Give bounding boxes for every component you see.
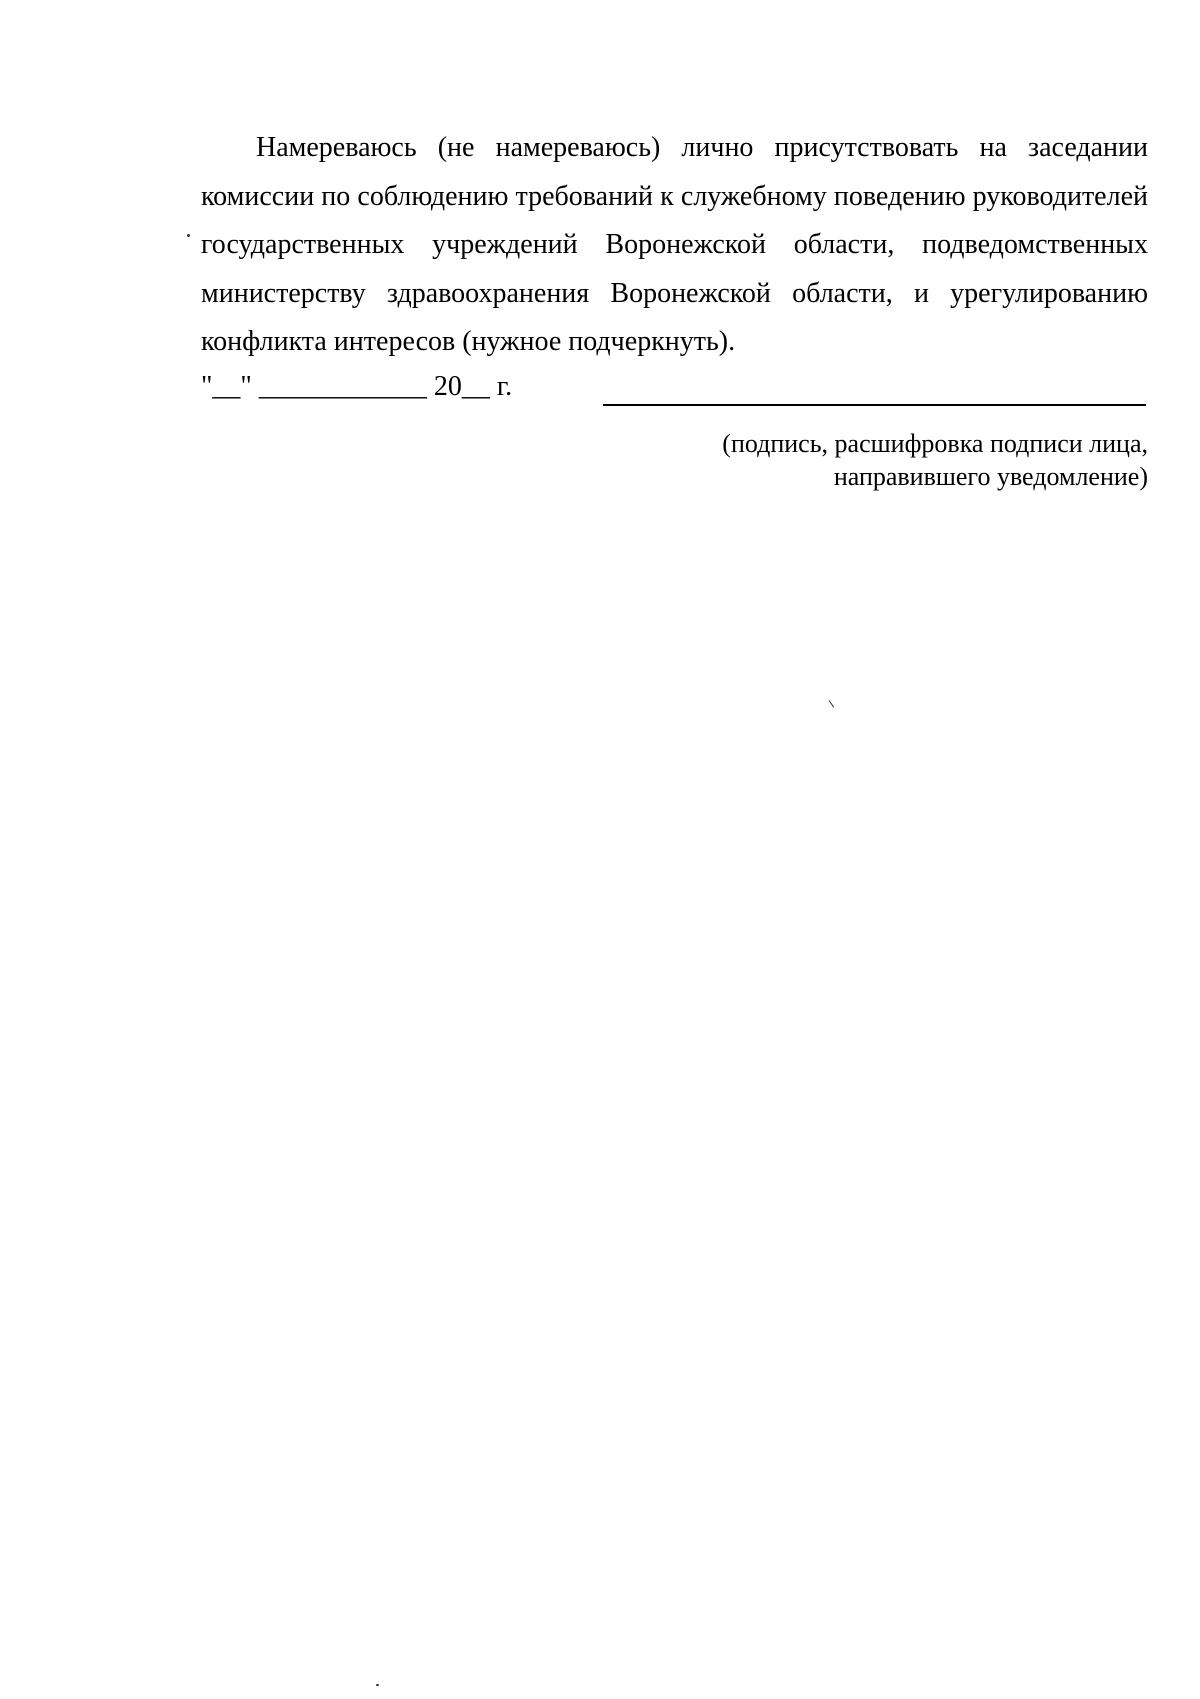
signature-caption-line-1: (подпись, расшифровка подписи лица, <box>722 429 1148 458</box>
signature-line <box>603 404 1146 406</box>
scan-speck <box>187 234 190 237</box>
intent-statement-paragraph: Намереваюсь (не намереваюсь) лично присутствовать на заседании комиссии по соблюдению требований к служебному поведению руководителей государственных учреждений Воронежской области, подведомственных министерству здравоохранения Воронежской области, и урегулированию конфликта интересов (нужное подчеркнуть). <box>201 132 1148 357</box>
scan-speck <box>376 1684 379 1686</box>
signature-caption <box>548 427 1148 493</box>
date-field-line: "__" ____________ 20__ г. <box>201 371 513 402</box>
scan-speck <box>829 700 834 707</box>
signature-caption-line-2: направившего уведомление) <box>833 462 1148 491</box>
